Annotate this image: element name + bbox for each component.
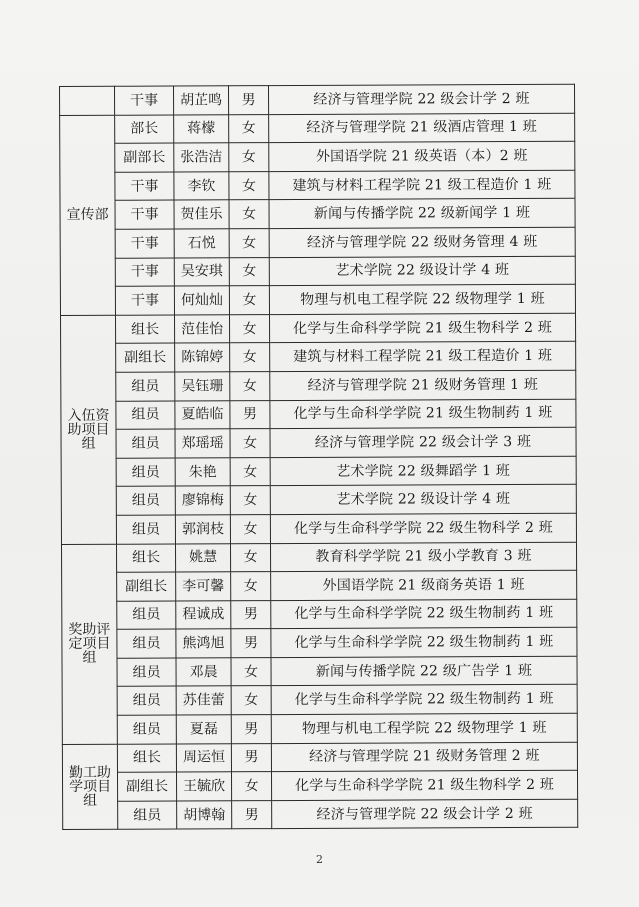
gender-cell: 女 — [229, 257, 269, 286]
role-cell: 干事 — [115, 86, 174, 115]
role-cell: 组员 — [117, 629, 176, 658]
gender-cell: 女 — [230, 457, 270, 486]
role-cell: 组长 — [116, 543, 175, 572]
role-cell: 副组长 — [117, 772, 176, 801]
table-row — [60, 227, 575, 258]
group-name-line: 学项目 — [69, 778, 112, 796]
unit-cell: 经济与管理学院 21 级财务管理 1 班 — [270, 370, 576, 400]
unit-cell: 化学与生命科学学院 21 级生物科学 2 班 — [271, 770, 577, 800]
gender-cell: 男 — [230, 400, 270, 429]
table-row — [62, 685, 577, 716]
gender-cell: 女 — [230, 543, 270, 572]
member-name-cell: 吴安琪 — [174, 257, 229, 286]
table-row — [61, 485, 576, 516]
table-row — [61, 427, 576, 458]
gender-cell: 女 — [229, 286, 269, 315]
unit-cell: 经济与管理学院 21 级酒店管理 1 班 — [269, 113, 575, 143]
role-cell: 副组长 — [116, 343, 175, 372]
gender-cell: 女 — [231, 657, 271, 686]
gender-cell: 女 — [229, 200, 269, 229]
member-name-cell: 廖锦梅 — [175, 486, 230, 515]
gender-cell: 女 — [230, 429, 270, 458]
role-cell: 组员 — [116, 486, 175, 515]
unit-cell: 艺术学院 22 级设计学 4 班 — [270, 485, 576, 515]
gender-cell: 女 — [230, 514, 270, 543]
table-row — [61, 342, 576, 373]
table-row — [61, 313, 576, 344]
member-name-cell: 陈锦婷 — [175, 343, 230, 372]
role-cell: 组员 — [117, 601, 176, 630]
member-name-cell: 李可馨 — [176, 572, 231, 601]
table-row — [60, 170, 575, 201]
page-number: 2 — [316, 853, 323, 866]
group-name-line: 奖助评 — [68, 621, 111, 639]
member-name-cell: 郭润枝 — [175, 515, 230, 544]
unit-cell: 物理与机电工程学院 22 级物理学 1 班 — [269, 284, 575, 314]
table-row — [61, 370, 576, 401]
table-row — [62, 656, 577, 687]
table-row — [61, 456, 576, 487]
member-name-cell: 李钦 — [174, 172, 229, 201]
table-row — [62, 570, 577, 601]
member-name-cell: 周运恒 — [176, 743, 231, 772]
gender-cell: 女 — [231, 772, 271, 801]
member-name-cell: 张浩洁 — [174, 143, 229, 172]
member-table — [59, 84, 578, 831]
unit-cell: 化学与生命科学学院 21 级生物制药 1 班 — [270, 399, 576, 429]
gender-cell: 女 — [230, 372, 270, 401]
unit-cell: 化学与生命科学学院 22 级生物制药 1 班 — [271, 685, 577, 715]
unit-cell: 外国语学院 21 级英语（本）2 班 — [269, 141, 575, 171]
table-row — [63, 799, 578, 830]
role-cell: 干事 — [115, 258, 174, 287]
role-cell: 组长 — [117, 744, 176, 773]
table-row — [61, 542, 576, 573]
table-row — [60, 199, 575, 230]
member-name-cell: 范佳怡 — [174, 315, 229, 344]
member-table-body — [60, 84, 578, 830]
gender-cell: 女 — [229, 314, 269, 343]
gender-cell: 女 — [229, 143, 269, 172]
unit-cell: 建筑与材料工程学院 21 级工程造价 1 班 — [270, 342, 576, 372]
unit-cell: 经济与管理学院 22 级会计学 3 班 — [270, 427, 576, 457]
member-name-cell: 贺佳乐 — [174, 200, 229, 229]
gender-cell: 男 — [231, 715, 271, 744]
role-cell: 组员 — [116, 429, 175, 458]
group-name-line: 定项目 — [68, 635, 111, 653]
gender-cell: 男 — [232, 800, 272, 829]
role-cell: 组员 — [116, 458, 175, 487]
member-name-cell: 吴钰珊 — [175, 372, 230, 401]
group-name-line: 助项目 — [67, 421, 110, 438]
group-name-cell — [60, 86, 115, 115]
table-row — [62, 742, 577, 773]
gender-cell: 女 — [230, 343, 270, 372]
table-row — [60, 113, 575, 144]
table-row — [60, 256, 575, 287]
group-name-cell — [60, 115, 116, 315]
member-name-cell: 王毓欣 — [176, 772, 231, 801]
role-cell: 干事 — [115, 229, 174, 258]
unit-cell: 物理与机电工程学院 22 级物理学 1 班 — [271, 713, 577, 743]
group-name-line: 入伍资 — [67, 407, 110, 424]
gender-cell: 男 — [229, 86, 269, 115]
member-name-cell: 程诚成 — [176, 600, 231, 629]
gender-cell: 男 — [231, 743, 271, 772]
group-name-line: 组 — [82, 649, 97, 666]
role-cell: 干事 — [115, 286, 174, 315]
role-cell: 副组长 — [117, 572, 176, 601]
gender-cell: 女 — [230, 486, 270, 515]
member-name-cell: 蒋檬 — [174, 114, 229, 143]
unit-cell: 建筑与材料工程学院 21 级工程造价 1 班 — [269, 170, 575, 200]
role-cell: 部长 — [115, 115, 174, 144]
gender-cell: 男 — [231, 629, 271, 658]
role-cell: 组员 — [118, 801, 177, 830]
gender-cell: 男 — [231, 600, 271, 629]
unit-cell: 化学与生命科学学院 22 级生物制药 1 班 — [271, 599, 577, 629]
unit-cell: 化学与生命科学学院 22 级生物科学 2 班 — [270, 513, 576, 543]
table-row — [61, 513, 576, 544]
unit-cell: 教育科学学院 21 级小学教育 3 班 — [270, 542, 576, 572]
table-row — [60, 284, 575, 315]
member-name-cell: 夏皓临 — [175, 400, 230, 429]
table-row — [62, 628, 577, 659]
unit-cell: 外国语学院 21 级商务英语 1 班 — [271, 570, 577, 600]
group-name-cell — [62, 744, 117, 830]
table-row — [60, 141, 575, 172]
member-name-cell: 胡博翰 — [177, 801, 232, 830]
member-name-cell: 郑瑶瑶 — [175, 429, 230, 458]
member-name-cell: 胡芷鸣 — [174, 86, 229, 115]
group-name-line: 勤工助 — [68, 764, 112, 782]
role-cell: 组员 — [117, 658, 176, 687]
group-name-line: 宣传部 — [66, 206, 109, 224]
group-name-cell — [61, 544, 117, 744]
role-cell: 组员 — [117, 686, 176, 715]
gender-cell: 女 — [229, 171, 269, 200]
member-name-cell: 何灿灿 — [174, 286, 229, 315]
unit-cell: 经济与管理学院 21 级财务管理 2 班 — [271, 742, 577, 772]
role-cell: 组员 — [116, 372, 175, 401]
member-name-cell: 石悦 — [174, 229, 229, 258]
role-cell: 副部长 — [115, 143, 174, 172]
table-row — [62, 599, 577, 630]
unit-cell: 经济与管理学院 22 级会计学 2 班 — [269, 84, 575, 114]
unit-cell: 化学与生命科学学院 21 级生物科学 2 班 — [269, 313, 575, 343]
gender-cell: 女 — [229, 229, 269, 258]
unit-cell: 化学与生命科学学院 22 级生物制药 1 班 — [271, 628, 577, 658]
role-cell: 组员 — [117, 715, 176, 744]
unit-cell: 新闻与传播学院 22 级新闻学 1 班 — [269, 199, 575, 229]
role-cell: 组长 — [115, 315, 174, 344]
member-name-cell: 姚慧 — [175, 543, 230, 572]
unit-cell: 新闻与传播学院 22 级广告学 1 班 — [271, 656, 577, 686]
gender-cell: 女 — [231, 686, 271, 715]
role-cell: 组员 — [116, 515, 175, 544]
role-cell: 组员 — [116, 401, 175, 430]
gender-cell: 女 — [231, 572, 271, 601]
table-row — [62, 713, 577, 744]
role-cell: 干事 — [115, 172, 174, 201]
table-row — [61, 399, 576, 430]
table-row — [62, 770, 577, 801]
member-name-cell: 邓晨 — [176, 658, 231, 687]
group-name-cell — [61, 315, 117, 544]
unit-cell: 经济与管理学院 22 级会计学 2 班 — [272, 799, 578, 829]
unit-cell: 艺术学院 22 级设计学 4 班 — [269, 256, 575, 286]
gender-cell: 女 — [229, 114, 269, 143]
role-cell: 干事 — [115, 200, 174, 229]
member-name-cell: 朱艳 — [175, 457, 230, 486]
member-name-cell: 夏磊 — [176, 715, 231, 744]
table-row — [60, 84, 575, 115]
member-name-cell: 苏佳蕾 — [176, 686, 231, 715]
unit-cell: 艺术学院 22 级舞蹈学 1 班 — [270, 456, 576, 486]
unit-cell: 经济与管理学院 22 级财务管理 4 班 — [269, 227, 575, 257]
member-name-cell: 熊鸿旭 — [176, 629, 231, 658]
group-name-line: 组 — [81, 435, 96, 452]
group-name-line: 组 — [83, 792, 98, 809]
